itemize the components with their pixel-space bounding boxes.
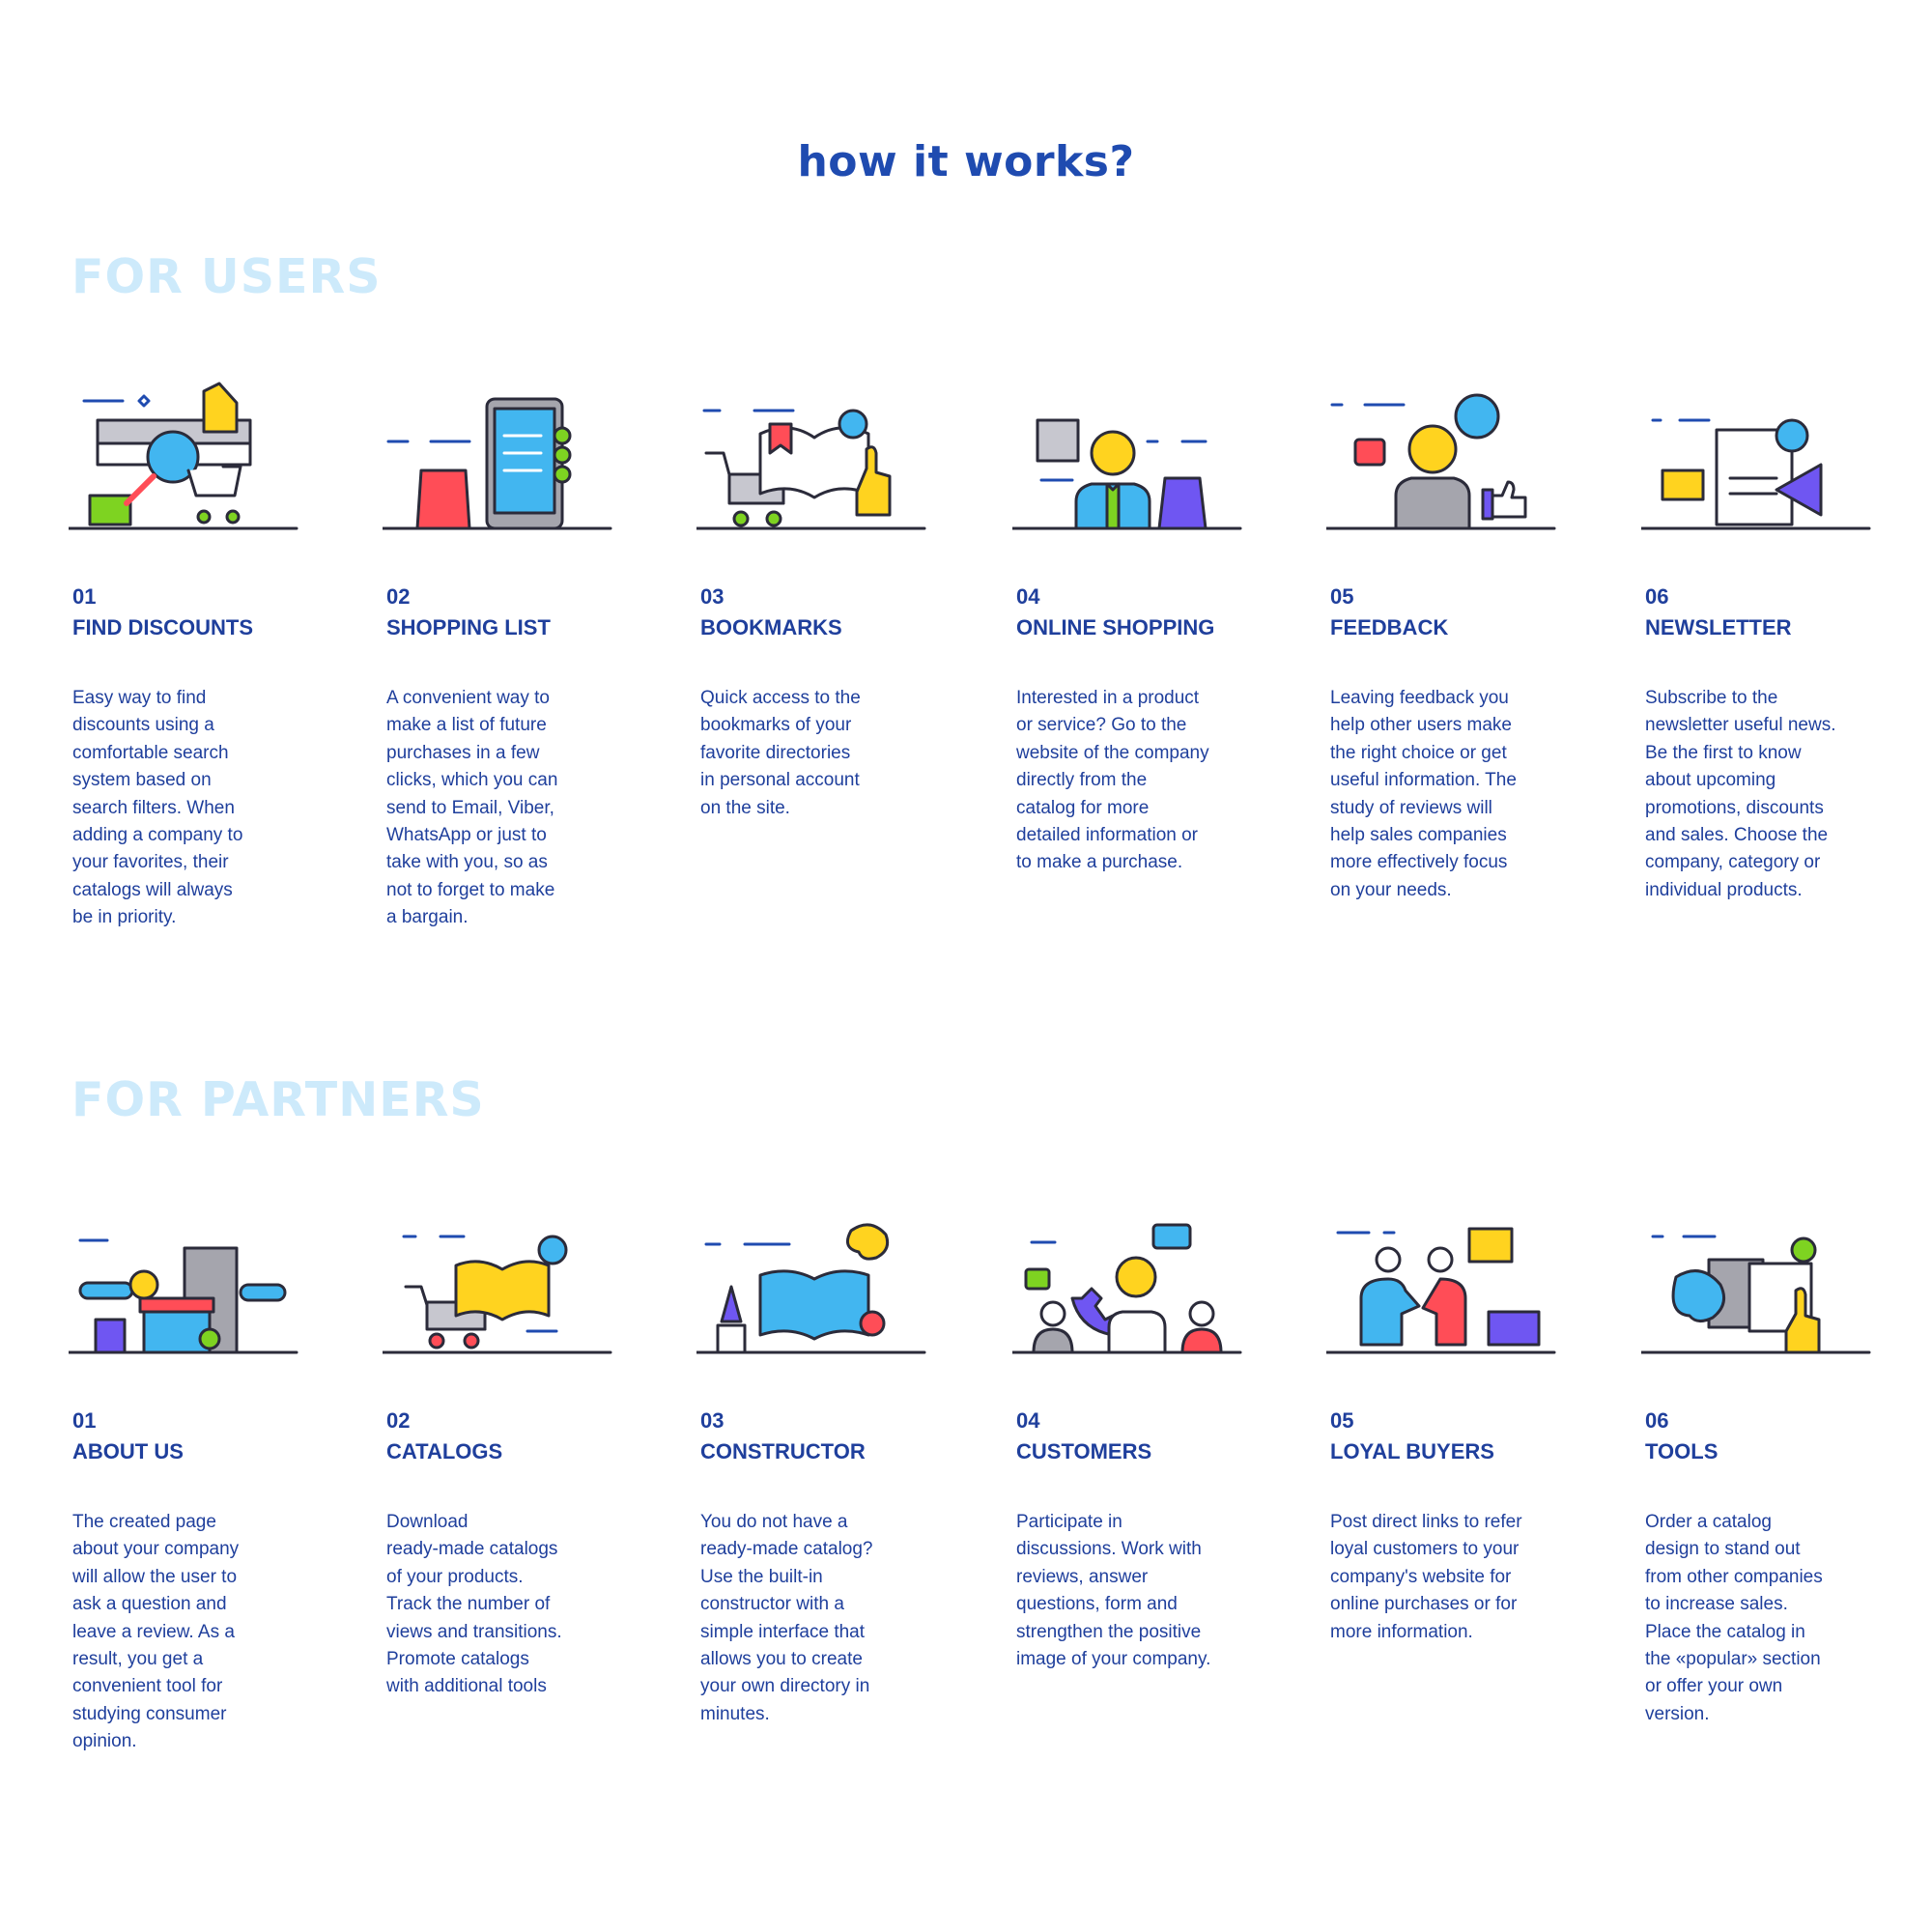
store-magnifier-discount-icon xyxy=(69,382,300,536)
pen-book-palette-icon xyxy=(696,1206,928,1360)
shopper-catalog-bag-icon xyxy=(1012,382,1244,536)
section-title-partners: FOR PARTNERS xyxy=(71,1072,485,1127)
card-number: 01 xyxy=(72,584,97,609)
card-number: 03 xyxy=(700,1408,724,1433)
card-number: 02 xyxy=(386,584,411,609)
card-heading: SHOPPING LIST xyxy=(386,615,551,639)
card-description: Leaving feedback you help other users make the right choice or get useful information. The study of reviews will help sales companies more effectively focus on your needs. xyxy=(1330,688,1517,900)
card-heading: ABOUT US xyxy=(72,1439,184,1463)
card-heading: FIND DISCOUNTS xyxy=(72,615,253,639)
card-description: You do not have a ready-made catalog? Use the built-in constructor with a simple interface that allows you to create your own directory in minutes. xyxy=(700,1512,873,1724)
card-heading: BOOKMARKS xyxy=(700,615,842,639)
card-description: A convenient way to make a list of future purchases in a few clicks, which you can send to Email, Viber, WhatsApp or just to take with you, so as not to forget to make a bargain. xyxy=(386,688,558,928)
city-store-info-icon xyxy=(69,1206,300,1360)
card-heading: CATALOGS xyxy=(386,1439,503,1463)
card-heading: ONLINE SHOPPING xyxy=(1016,615,1215,639)
phone-checklist-bag-icon xyxy=(383,382,614,536)
card-description: Download ready-made catalogs of your products. Track the number of views and transitions. Promote catalogs with additional tools xyxy=(386,1512,562,1697)
page-title: how it works? xyxy=(797,137,1135,186)
card-number: 04 xyxy=(1016,584,1040,609)
support-team-phone-icon xyxy=(1012,1206,1244,1360)
card-heading: CONSTRUCTOR xyxy=(700,1439,866,1463)
card-description: The created page about your company will allow the user to ask a question and leave a review. As a result, you get a convenient tool for studying consumer opinion. xyxy=(72,1512,240,1752)
card-description: Easy way to find discounts using a comfortable search system based on search filters. When adding a company to your favorites, their catalogs will always be in priority. xyxy=(72,688,243,928)
palette-document-pointer-icon xyxy=(1641,1206,1873,1360)
card-number: 05 xyxy=(1330,1408,1354,1433)
person-chat-like-icon xyxy=(1326,382,1558,536)
card-number: 05 xyxy=(1330,584,1354,609)
handshake-briefcase-icon xyxy=(1326,1206,1558,1360)
card-number: 06 xyxy=(1645,1408,1669,1433)
cart-catalog-download-icon xyxy=(383,1206,614,1360)
card-heading: LOYAL BUYERS xyxy=(1330,1439,1494,1463)
card-number: 04 xyxy=(1016,1408,1040,1433)
card-description: Quick access to the bookmarks of your favorite directories in personal account on the site. xyxy=(700,688,861,818)
card-heading: FEEDBACK xyxy=(1330,615,1449,639)
card-description: Post direct links to refer loyal customers to your company's website for online purchases or for more information. xyxy=(1330,1512,1522,1642)
section-title-users: FOR USERS xyxy=(71,249,382,304)
card-number: 01 xyxy=(72,1408,97,1433)
card-number: 06 xyxy=(1645,584,1669,609)
card-heading: TOOLS xyxy=(1645,1439,1719,1463)
card-description: Participate in discussions. Work with reviews, answer questions, form and strengthen the positive image of your company. xyxy=(1016,1512,1211,1670)
document-megaphone-mail-icon xyxy=(1641,382,1873,536)
card-description: Order a catalog design to stand out from other companies to increase sales. Place the catalog in the «popular» section or offer your own version. xyxy=(1645,1512,1823,1724)
cart-book-bookmark-icon xyxy=(696,382,928,536)
card-number: 02 xyxy=(386,1408,411,1433)
card-description: Interested in a product or service? Go to the website of the company directly from the catalog for more detailed information or to make a purchase. xyxy=(1016,688,1209,873)
card-description: Subscribe to the newsletter useful news. Be the first to know about upcoming promotions, discounts and sales. Choose the company, category or individual products. xyxy=(1645,688,1836,900)
card-heading: CUSTOMERS xyxy=(1016,1439,1152,1463)
card-number: 03 xyxy=(700,584,724,609)
card-heading: NEWSLETTER xyxy=(1645,615,1792,639)
